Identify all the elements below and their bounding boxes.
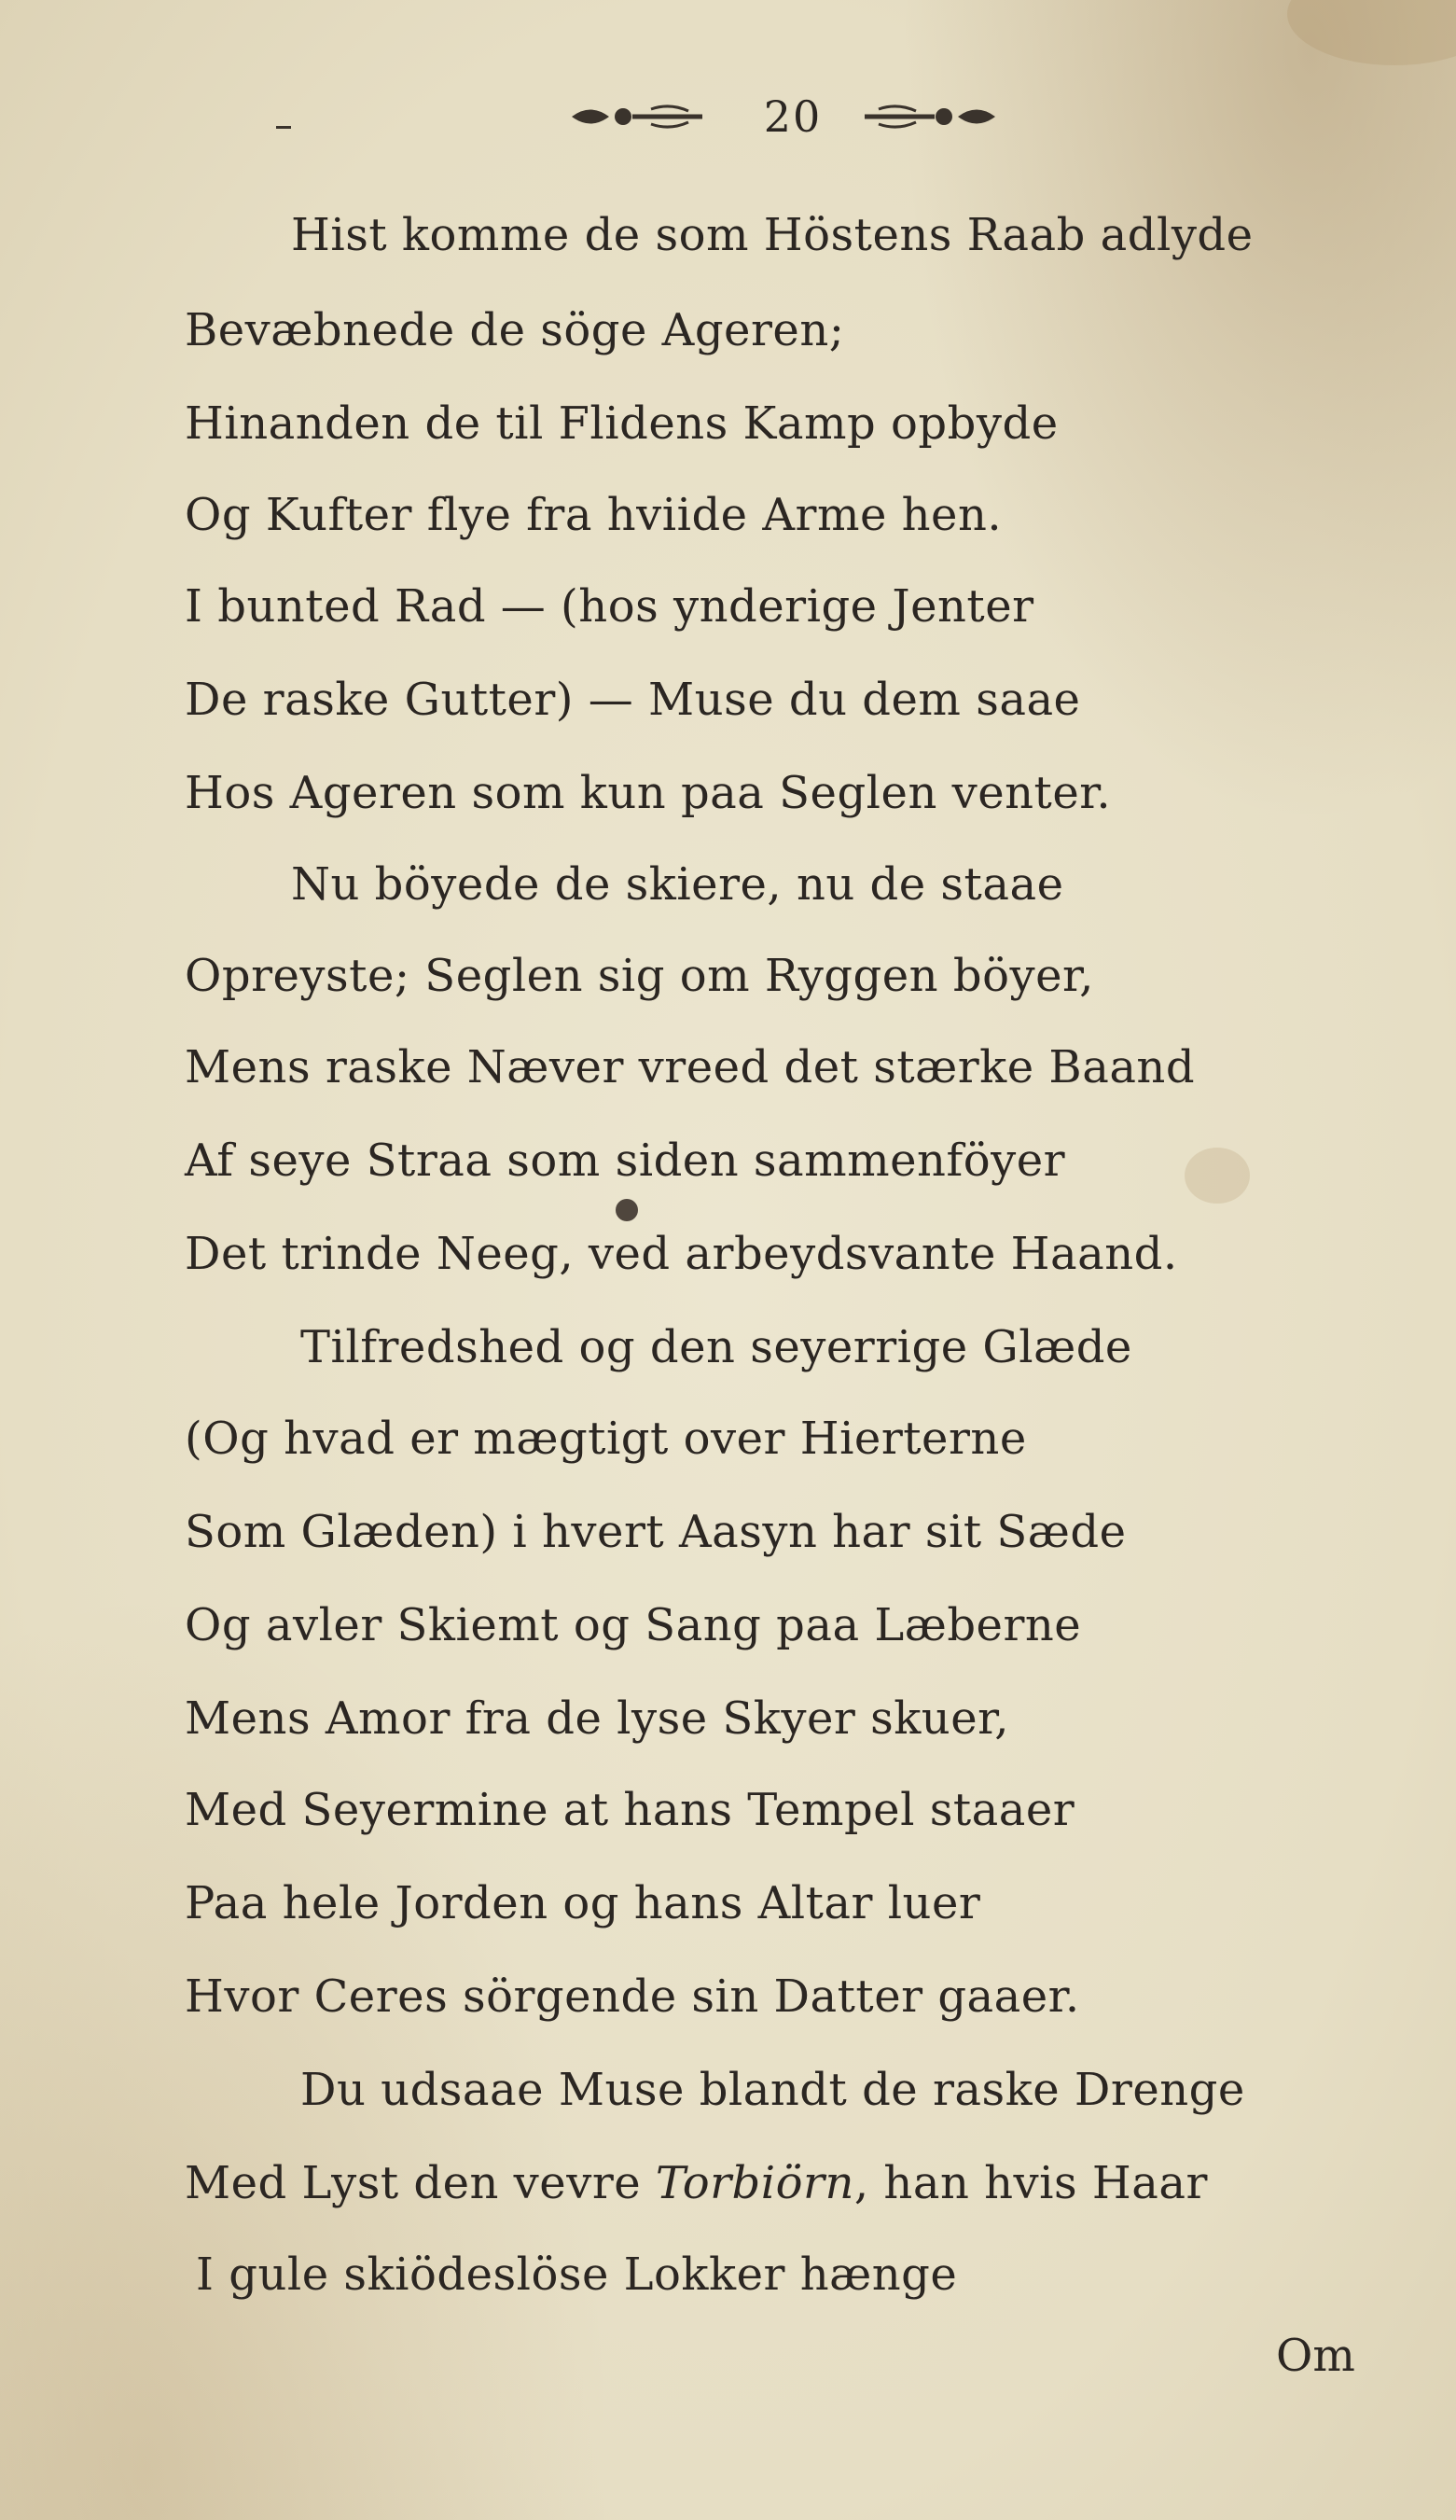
line-text: Med Lyst den vevre bbox=[185, 2157, 656, 2209]
left-ornament-icon bbox=[567, 98, 707, 135]
poem-line: Paa hele Jorden og hans Altar luer bbox=[185, 1877, 981, 1929]
poem-line: (Og hvad er mægtigt over Hierterne bbox=[185, 1413, 1027, 1465]
poem-line: Af seye Straa som siden sammenföyer bbox=[185, 1135, 1066, 1187]
page-header bbox=[0, 89, 1456, 154]
right-ornament-icon bbox=[860, 98, 1000, 135]
poem-line: Hinanden de til Flidens Kamp opbyde bbox=[185, 397, 1059, 450]
catchword: Om bbox=[1276, 2330, 1355, 2382]
poem-line: Med Seyermine at hans Tempel staaer bbox=[185, 1784, 1075, 1836]
poem-line: Og avler Skiemt og Sang paa Læberne bbox=[185, 1599, 1082, 1651]
poem-line: Hist komme de som Höstens Raab adlyde bbox=[291, 209, 1254, 261]
line-text: , han hvis Haar bbox=[853, 2157, 1208, 2209]
character-name: Torbiörn bbox=[655, 2157, 854, 2209]
poem-line: Nu böyede de skiere, nu de staae bbox=[291, 858, 1064, 911]
poem-line: I gule skiödeslöse Lokker hænge bbox=[196, 2249, 958, 2301]
poem-line: I bunted Rad — (hos ynderige Jenter bbox=[185, 580, 1034, 633]
margin-dash bbox=[276, 126, 291, 129]
poem-line: Hvor Ceres sörgende sin Datter gaaer. bbox=[185, 1970, 1080, 2023]
paper-stain bbox=[616, 1199, 638, 1221]
paper-stain bbox=[1287, 0, 1456, 65]
poem-line: Bevæbnede de söge Ageren; bbox=[185, 304, 845, 356]
poem-line: Og Kufter flye fra hviide Arme hen. bbox=[185, 489, 1003, 541]
poem-line: Opreyste; Seglen sig om Ryggen böyer, bbox=[185, 950, 1094, 1002]
poem-line: Det trinde Neeg, ved arbeydsvante Haand. bbox=[185, 1228, 1178, 1280]
poem-line: Mens raske Næver vreed det stærke Baand bbox=[185, 1041, 1196, 1093]
poem-line: Hos Ageren som kun paa Seglen venter. bbox=[185, 767, 1112, 819]
poem-line: De raske Gutter) — Muse du dem saae bbox=[185, 674, 1081, 726]
poem-line: Du udsaae Muse blandt de raske Drenge bbox=[300, 2064, 1245, 2116]
poem-line: Tilfredshed og den seyerrige Glæde bbox=[300, 1321, 1132, 1373]
page-number: 20 bbox=[763, 91, 823, 142]
paper-stain bbox=[1185, 1148, 1250, 1204]
poem-line: Som Glæden) i hvert Aasyn har sit Sæde bbox=[185, 1506, 1127, 1558]
poem-line: Mens Amor fra de lyse Skyer skuer, bbox=[185, 1692, 1010, 1745]
poem-line bbox=[185, 2155, 1208, 2211]
